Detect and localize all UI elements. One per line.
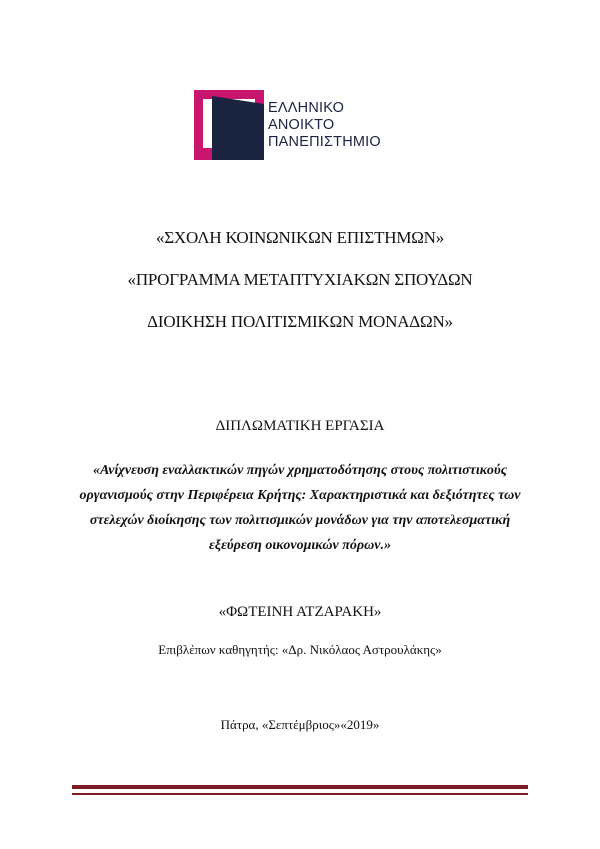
thesis-title: «Ανίχνευση εναλλακτικών πηγών χρηματοδότησης στους πολιτιστικούς οργανισμούς στην Περιφέρεια Κρήτης: Χαρακτηριστικά και δεξιότητες των στελεχών διοίκησης των πολιτισμικών μονάδων για την αποτελεσματική εξεύρεση οικονομικών πόρων.» <box>79 463 521 553</box>
footer-rule-thin <box>72 793 528 795</box>
author-name: «ΦΩΤΕΙΝΗ ΑΤΖΑΡΑΚΗ» <box>218 604 382 620</box>
document-type: ΔΙΠΛΩΜΑΤΙΚΗ ΕΡΓΑΣΙΑ <box>215 418 385 434</box>
program-heading: «ΠΡΟΓΡΑΜΜΑ ΜΕΤΑΠΤΥΧΙΑΚΩΝ ΣΠΟΥΔΩΝ <box>127 270 473 289</box>
footer-rule-thick <box>72 785 528 789</box>
university-logo-mark-icon <box>194 90 264 160</box>
university-logo <box>194 90 394 160</box>
place-and-date: Πάτρα, «Σεπτέμβριος»«2019» <box>220 717 380 732</box>
university-logo-text <box>268 100 381 151</box>
logo-line-3: ΠΑΝΕΠΙΣΤΗΜΙΟ <box>268 134 381 150</box>
logo-line-1: ΕΛΛΗΝΙΚΟ <box>268 100 345 116</box>
program-name: ΔΙΟΙΚΗΣΗ ΠΟΛΙΤΙΣΜΙΚΩΝ ΜΟΝΑΔΩΝ» <box>147 312 453 331</box>
logo-line-2: ΑΝΟΙΚΤΟ <box>268 117 335 133</box>
supervisor-line: Επιβλέπων καθηγητής: «Δρ. Νικόλαος Αστρουλάκης» <box>158 642 442 657</box>
school-name: «ΣΧΟΛΗ ΚΟΙΝΩΝΙΚΩΝ ΕΠΙΣΤΗΜΩΝ» <box>155 228 445 247</box>
